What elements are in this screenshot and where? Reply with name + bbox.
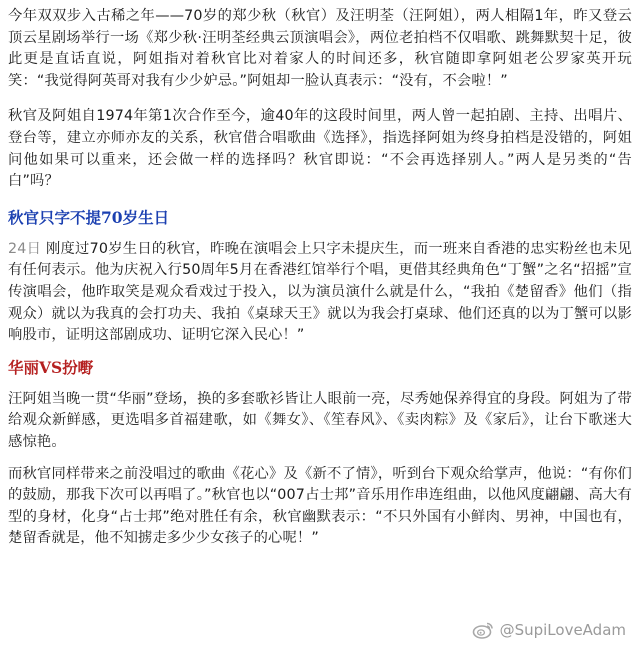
section-heading-birthday: 秋官只字不提70岁生日	[8, 207, 170, 227]
section-heading-glamour: 华丽VS扮嘢	[8, 357, 94, 377]
paragraph-birthday	[8, 239, 632, 347]
paragraph-adam: 而秋官同样带来之前没唱过的歌曲《花心》及《新不了情》，听到台下观众给掌声，他说：“有你们的鼓励，那我下次可以再唱了。”秋官也以“007占士邦”音乐用作串连组曲，以他风度翩翩、高大有型的身材，化身“占士邦”绝对胜任有余，秋官幽默表示：“不只外国有小鲜肉、男神，中国也有，楚留香就是，他不知掳走多少少女孩子的心呢！”	[8, 465, 632, 547]
paragraph-intro: 今年双双步入古稀之年——70岁的郑少秋（秋官）及汪明荃（汪阿姐），两人相隔1年，昨又登云顶云星剧场举行一场《郑少秋·汪明荃经典云顶演唱会》，两位老拍档不仅唱歌、跳舞默契十足，彼此更是直话直说，阿姐指对着秋官比对着家人的时间还多，秋官随即拿阿姐老公罗家英开玩笑：“我觉得阿英哥对我有少少妒忌。”阿姐却一脸认真表示：“没有，不会啦！”	[8, 8, 632, 89]
weibo-icon	[472, 621, 494, 639]
watermark-text: @SupiLoveAdam	[499, 621, 626, 639]
weibo-watermark	[472, 621, 626, 639]
paragraph-lead-date: 24日	[8, 240, 42, 257]
paragraph-history: 秋官及阿姐自1974年第1次合作至今，逾40年的这段时间里，两人曾一起拍剧、主持、出唱片、登台等，建立亦师亦友的关系，秋官借合唱歌曲《选择》，指选择阿姐为终身拍档是没错的，阿姐问他如果可以重来，还会做一样的选择吗？秋官即说：“不会再选择别人。”两人是另类的“告白”吗？	[8, 108, 632, 190]
paragraph-birthday-text: 刚度过70岁生日的秋官，昨晚在演唱会上只字未提庆生，而一班来自香港的忠实粉丝也未见有任何表示。他为庆祝入行50周年5月在香港红馆举行个唱，更借其经典角色“丁蟹”之名“招摇”宣传演唱会，他昨取笑是观众看戏过于投入，以为演员演什么就是什么，“我拍《楚留香》他们（指观众）就以为我真的会打功夫、我拍《桌球天王》就以为我会打桌球、他们还真的以为丁蟹可以影响股市，证明这部剧成功、证明它深入民心！”	[8, 240, 632, 344]
paragraph-liza: 汪阿姐当晚一贯“华丽”登场，换的多套歌衫皆让人眼前一亮，尽秀她保养得宜的身段。阿姐为了带给观众新鲜感，更选唱多首福建歌，如《舞女》、《笙春风》、《卖肉粽》及《家后》，让台下歌迷大感惊艳。	[8, 390, 632, 450]
